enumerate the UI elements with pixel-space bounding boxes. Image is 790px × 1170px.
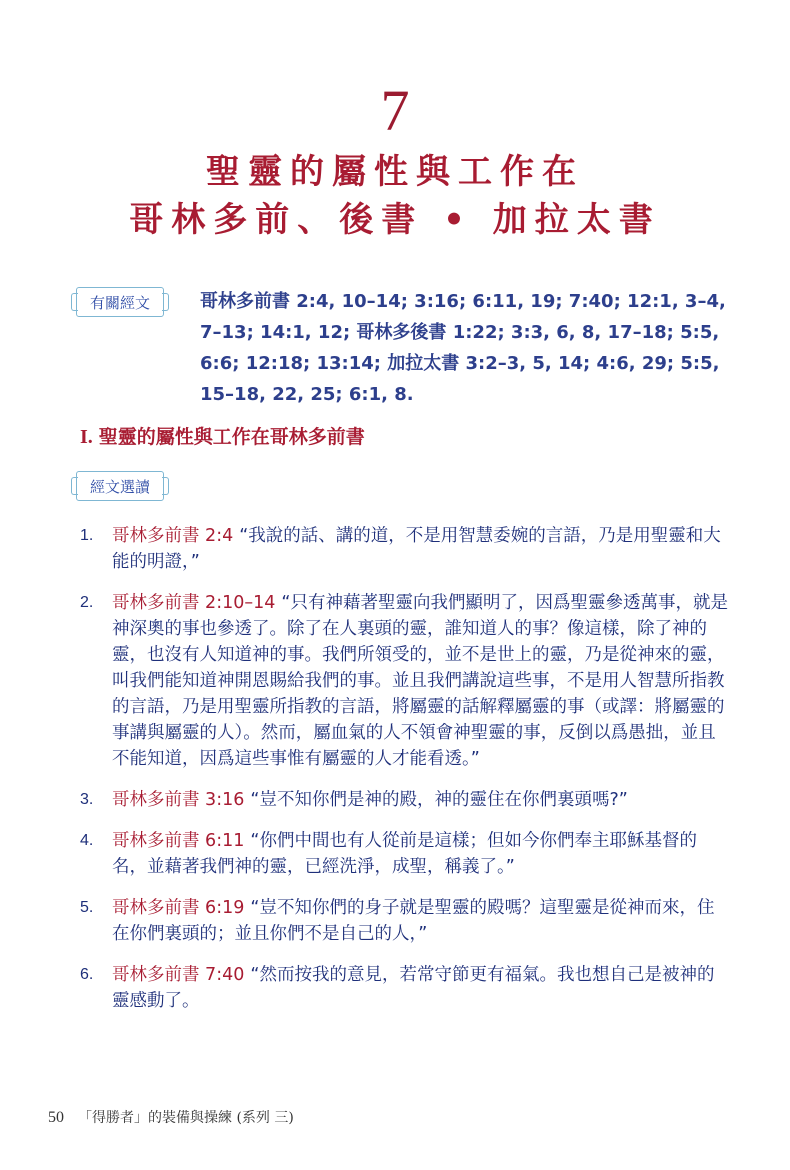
verse-text: “你們中間也有人從前是這樣；但如今你們奉主耶穌基督的名，並藉著我們神的靈，已經洗淨，成聖，稱義了。” — [112, 831, 697, 877]
chapter-number: 7 — [380, 78, 410, 143]
related-scriptures-text: 哥林多前書 2:4, 10–14; 3:16; 6:11, 19; 7:40; 12:1, 3–4, 7–13; 14:1, 12; 哥林多後書 1:22; 3:3, 6, 8, 17–18; 5:5, 6:6; 12:18; 13:14; 加拉太書 3:2–3, 5, 14; 4:6, 29; 5:5, 15–18, 22, 25; 6:1, 8. — [200, 291, 726, 405]
page-footer — [48, 1107, 294, 1127]
page-number: 50 — [48, 1109, 64, 1126]
verse-reference: 哥林多前書 7:40 — [112, 965, 245, 985]
related-scriptures-label: 有關經文 — [76, 287, 164, 317]
list-item — [80, 523, 730, 575]
list-item — [80, 962, 730, 1014]
verse-index: 3. — [80, 791, 94, 808]
verse-index: 6. — [80, 966, 94, 983]
chapter-title-line-2: 哥林多前、後書 • 加拉太書 — [129, 200, 661, 240]
verse-index: 2. — [80, 594, 94, 611]
verse-text: “只有神藉著聖靈向我們顯明了，因爲聖靈參透萬事，就是神深奧的事也參透了。除了在人裏頭的靈，誰知道人的事？像這樣，除了神的靈，也沒有人知道神的事。我們所領受的，並不是世上的靈，乃是從神來的靈，叫我們能知道神開恩賜給我們的事。並且我們講說這些事，不是用人智慧所指教的言語，乃是用聖靈所指教的言語，將屬靈的話解釋屬靈的事（或譯：將屬靈的事講與屬靈的人）。然而，屬血氣的人不領會神聖靈的事，反倒以爲愚拙，並且不能知道，因爲這些事惟有屬靈的人才能看透。” — [112, 593, 728, 769]
list-item — [80, 895, 730, 947]
verse-reference: 哥林多前書 2:10–14 — [112, 593, 276, 613]
chapter-title-line-1: 聖靈的屬性與工作在 — [206, 152, 584, 192]
section-heading — [80, 422, 365, 449]
book-title: 「得勝者」的裝備與操練 (系列 三) — [78, 1110, 294, 1126]
verse-reference: 哥林多前書 3:16 — [112, 790, 245, 810]
list-item — [80, 787, 730, 813]
verse-index: 4. — [80, 832, 94, 849]
verse-reference: 哥林多前書 2:4 — [112, 526, 234, 546]
verse-reference: 哥林多前書 6:19 — [112, 898, 245, 918]
verse-text: “然而按我的意見，若常守節更有福氣。我也想自己是被神的靈感動了。 — [112, 965, 715, 1011]
verse-text: “豈不知你們的身子就是聖靈的殿嗎？這聖靈是從神而來，住在你們裏頭的；並且你們不是自己的人，” — [112, 898, 715, 944]
reading-label: 經文選讀 — [76, 471, 164, 501]
verse-text: “豈不知你們是神的殿，神的靈住在你們裏頭嗎?” — [250, 790, 628, 810]
verse-text: “我說的話、講的道，不是用智慧委婉的言語，乃是用聖靈和大能的明證，” — [112, 526, 721, 572]
verse-index: 1. — [80, 527, 94, 544]
verse-list — [80, 523, 730, 1029]
section-title: 聖靈的屬性與工作在哥林多前書 — [98, 426, 365, 448]
list-item — [80, 590, 730, 772]
verse-reference: 哥林多前書 6:11 — [112, 831, 245, 851]
list-item — [80, 828, 730, 880]
verse-index: 5. — [80, 899, 94, 916]
section-number: I. — [80, 426, 93, 448]
